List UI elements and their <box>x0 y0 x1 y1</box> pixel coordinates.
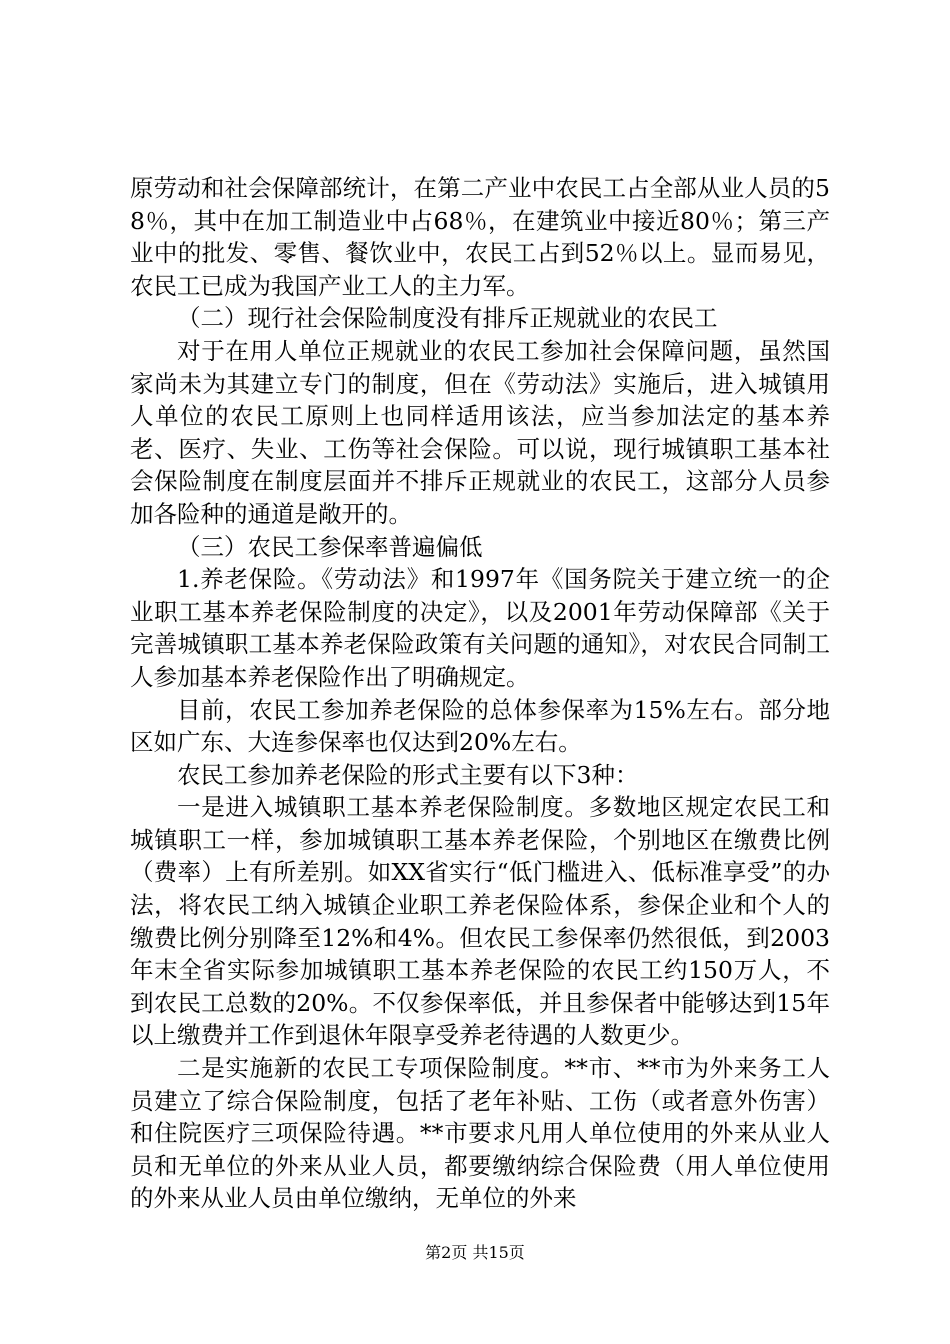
paragraph-participation-rate: 目前，农民工参加养老保险的总体参保率为15%左右。部分地区如广东、大连参保率也仅达到20%左右。 <box>130 695 830 757</box>
paragraph-pension-insurance: 1.养老保险。《劳动法》和1997年《国务院关于建立统一的企业职工基本养老保险制度的决定》，以及2001年劳动保障部《关于完善城镇职工基本养老保险政策有关问题的通知》，对农民合同制工人参加基本养老保险作出了明确规定。 <box>130 565 830 691</box>
document-body <box>130 172 830 1215</box>
page-footer: 第2页 共15页 <box>425 1243 525 1262</box>
paragraph-statistics: 原劳动和社会保障部统计，在第二产业中农民工占全部从业人员的58％，其中在加工制造业中占68％，在建筑业中接近80％；第三产业中的批发、零售、餐饮业中，农民工占到52％以上。显而易见，农民工已成为我国产业工人的主力军。 <box>130 174 830 300</box>
paragraph-form-two: 二是实施新的农民工专项保险制度。**市、**市为外来务工人员建立了综合保险制度，包括了老年补贴、工伤（或者意外伤害）和住院医疗三项保险待遇。**市要求凡用人单位使用的外来从业人员和无单位的外来从业人员，都要缴纳综合保险费（用人单位使用的外来从业人员由单位缴纳，无单位的外来 <box>130 1054 830 1213</box>
paragraph-form-one: 一是进入城镇职工基本养老保险制度。多数地区规定农民工和城镇职工一样，参加城镇职工基本养老保险，个别地区在缴费比例（费率）上有所差别。如XX省实行“低门槛进入、低标准享受”的办法，将农民工纳入城镇企业职工养老保险体系，参保企业和个人的缴费比例分别降至12%和4%。但农民工参保率仍然很低，到2003年末全省实际参加城镇职工基本养老保险的农民工约150万人，不到农民工总数的20%。不仅参保率低，并且参保者中能够达到15年以上缴费并工作到退休年限享受养老待遇的人数更少。 <box>130 793 830 1050</box>
section-heading-2: （二）现行社会保险制度没有排斥正规就业的农民工 <box>177 304 718 333</box>
paragraph-formal-employment: 对于在用人单位正规就业的农民工参加社会保障问题，虽然国家尚未为其建立专门的制度，但在《劳动法》实施后，进入城镇用人单位的农民工原则上也同样适用该法，应当参加法定的基本养老、医疗、失业、工伤等社会保险。可以说，现行城镇职工基本社会保险制度在制度层面并不排斥正规就业的农民工，这部分人员参加各险种的通道是敞开的。 <box>130 336 830 528</box>
paragraph-three-forms: 农民工参加养老保险的形式主要有以下3种： <box>177 760 639 789</box>
section-heading-3: （三）农民工参保率普遍偏低 <box>177 532 483 561</box>
